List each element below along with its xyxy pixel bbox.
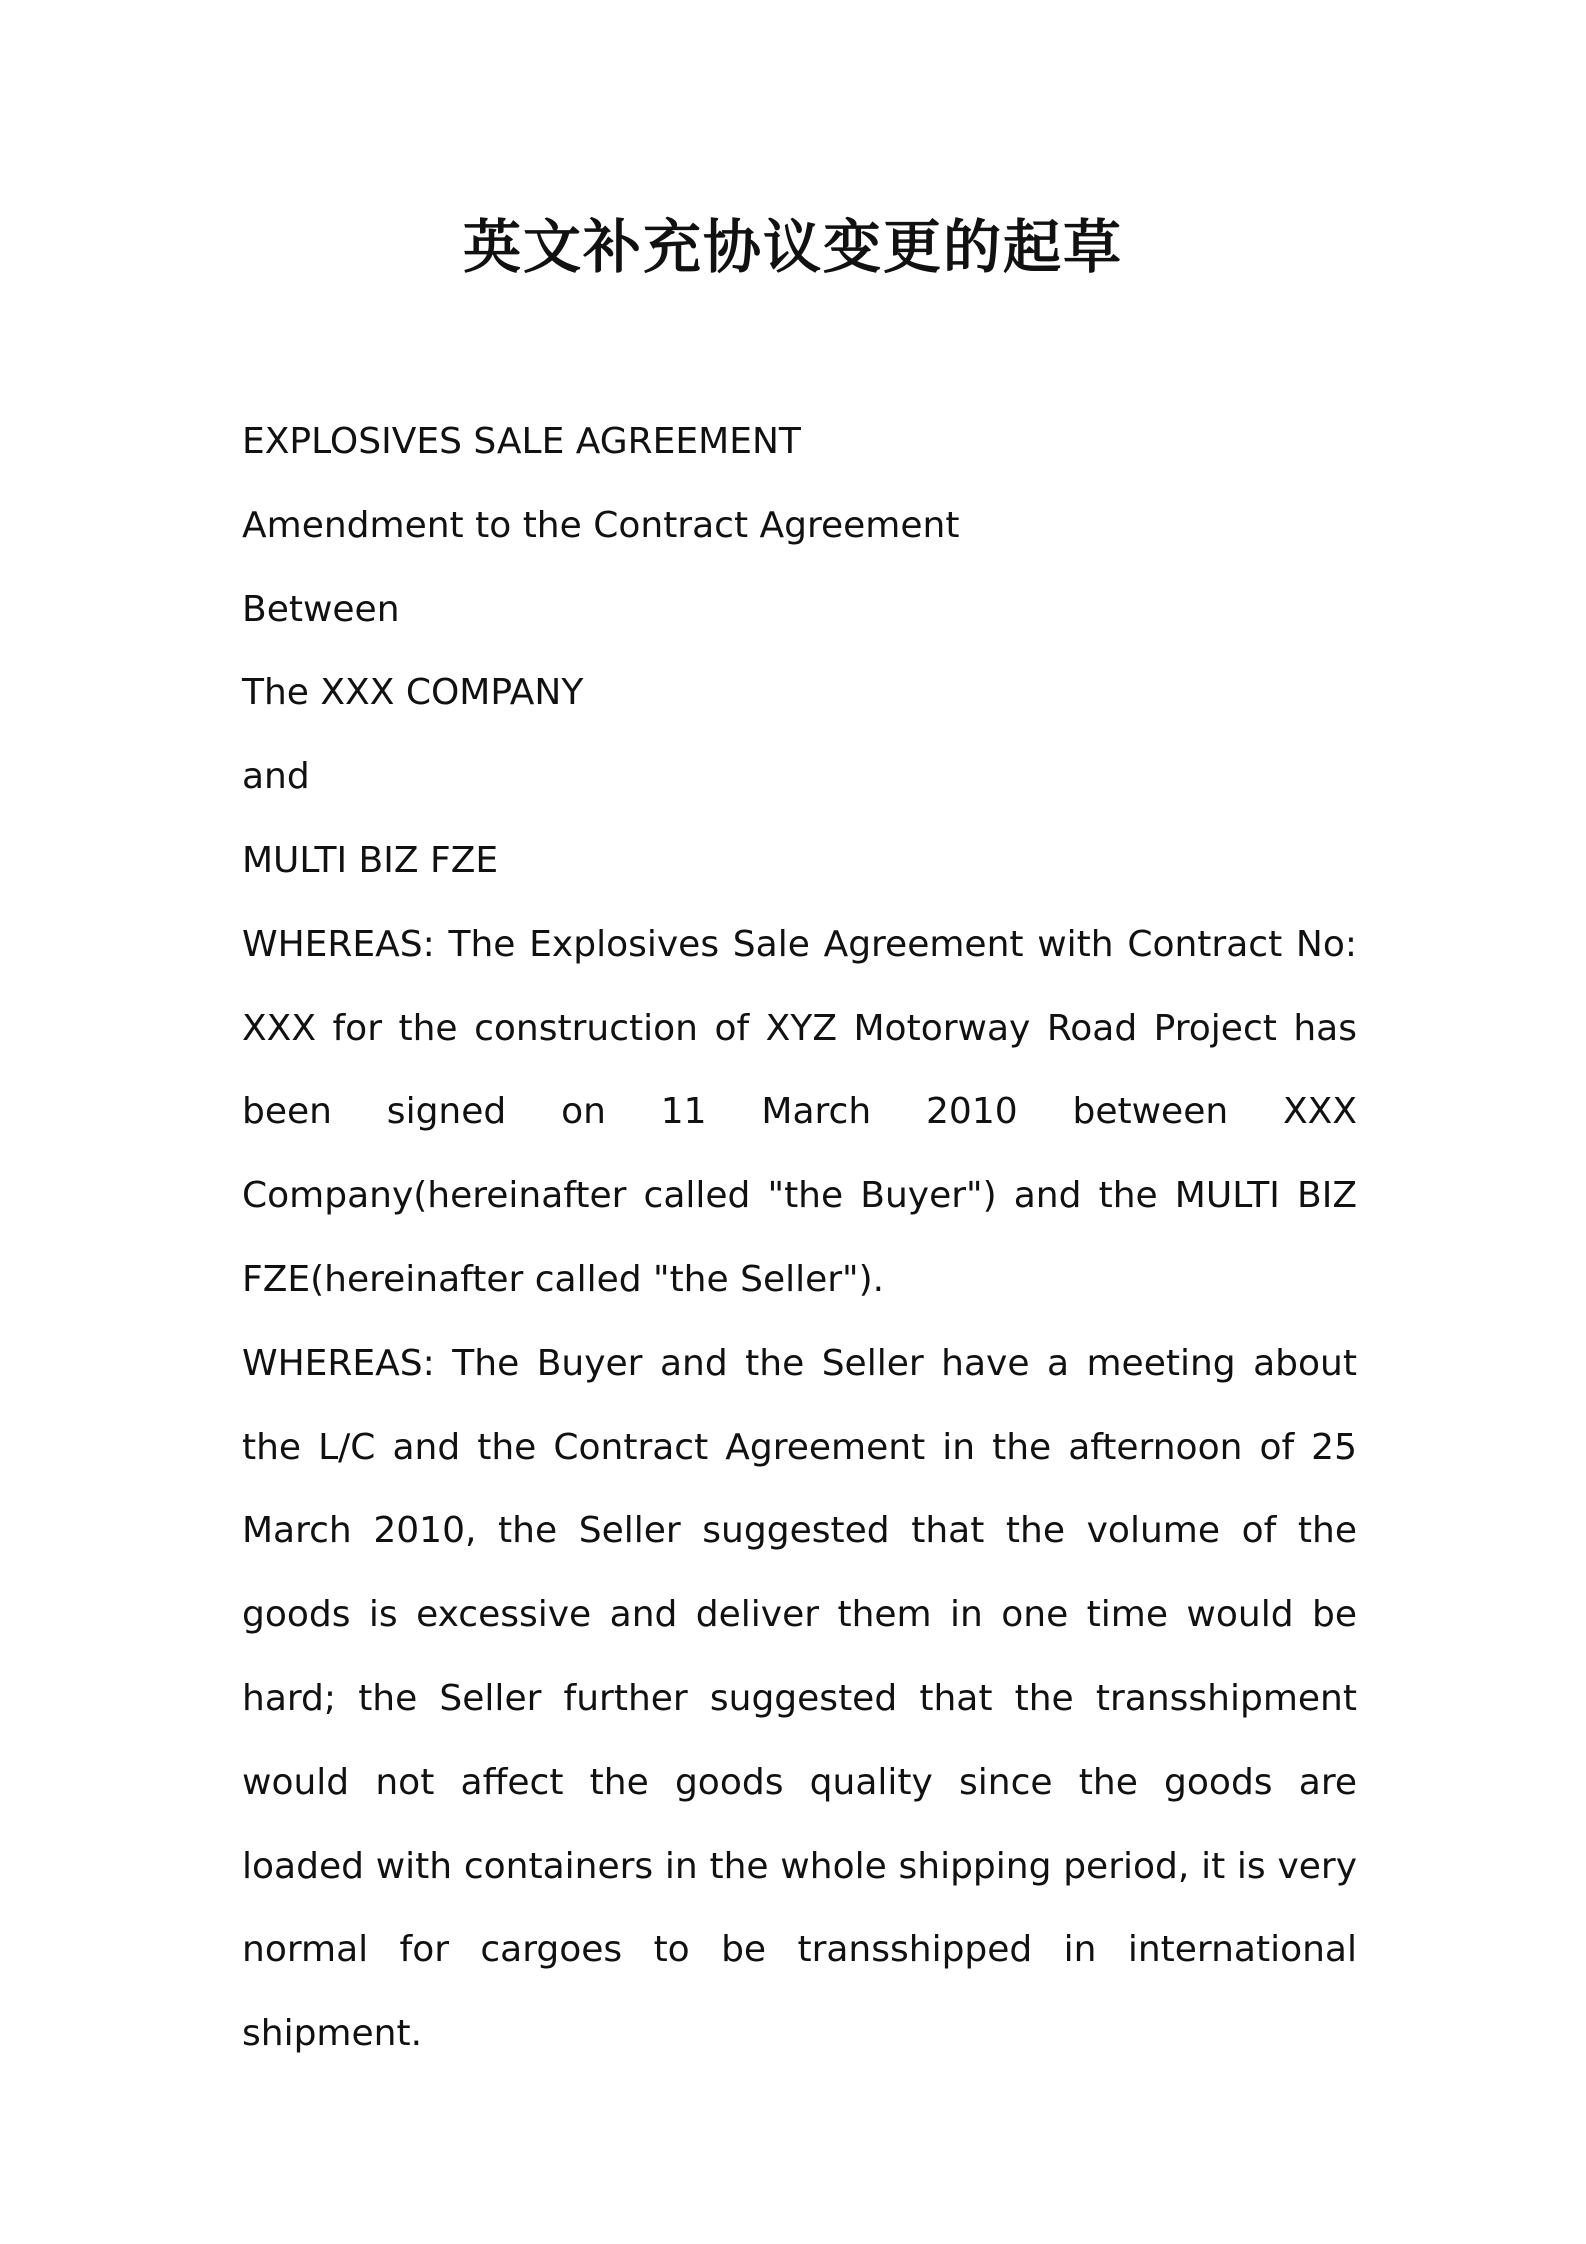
party-seller: MULTI BIZ FZE — [242, 839, 499, 881]
document-body — [242, 400, 1357, 2076]
whereas-paragraph-1: WHEREAS: The Explosives Sale Agreement with Contract No: XXX for the construction of XYZ Motorway Road Project has been signed on 11 March 2010 between XXX Company(hereinafter called "the Buyer") and the MULTI BIZ FZE(hereinafter called "the Seller"). — [242, 923, 1357, 1300]
and-label: and — [242, 756, 310, 798]
agreement-name: EXPLOSIVES SALE AGREEMENT — [242, 421, 801, 462]
between-label: Between — [242, 588, 400, 630]
party-buyer: The XXX COMPANY — [242, 672, 584, 714]
whereas-paragraph-2: WHEREAS: The Buyer and the Seller have a meeting about the L/C and the Contract Agreement in the afternoon of 25 March 2010, the Seller suggested that the volume of the goods is excessive and deliver them in one time would be hard; the Seller further suggested that the transshipment would not affect the goods quality since the goods are loaded with containers in the whole shipping period, it is very normal for cargoes to be transshipped in international shipment. — [242, 1342, 1357, 2055]
amendment-title: Amendment to the Contract Agreement — [242, 504, 960, 546]
document-title: 英文补充协议变更的起草 — [462, 213, 1123, 281]
